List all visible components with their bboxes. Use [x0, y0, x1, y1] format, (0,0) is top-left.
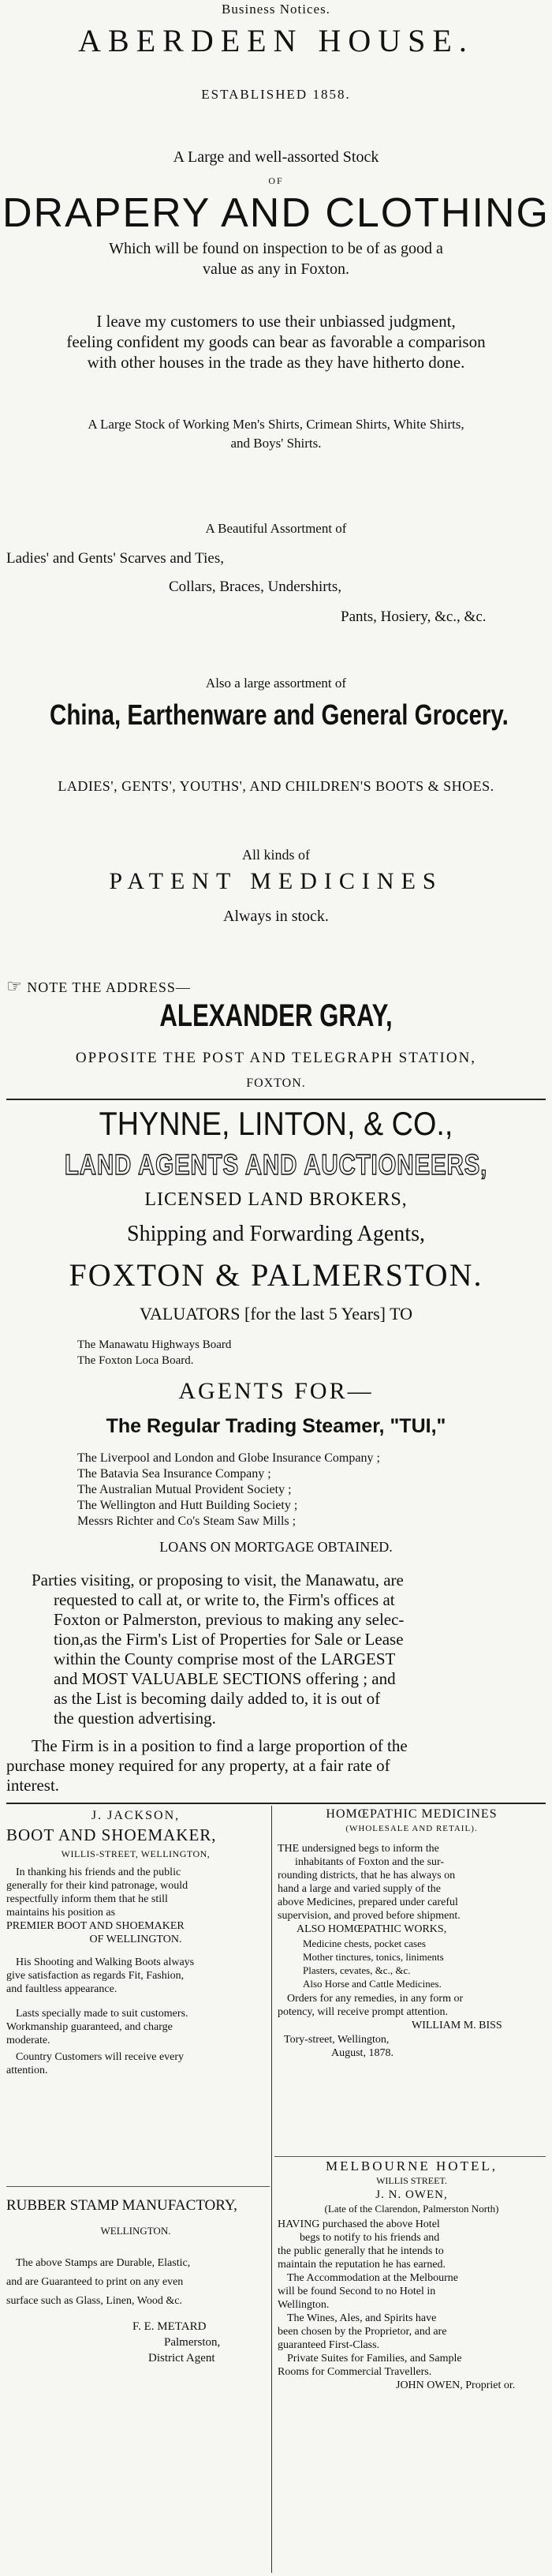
- homeo-title: HOMŒPATHIC MEDICINES: [326, 1807, 498, 1821]
- melbourne-text: The Wines, Ales, and Spirits have: [287, 2312, 437, 2324]
- aberdeen-stock: Always in stock.: [223, 908, 329, 925]
- jackson-of: OF WELLINGTON.: [89, 1934, 182, 1945]
- thynne-line: interest.: [6, 1776, 60, 1795]
- aberdeen-para-3: with other houses in the trade as they have hitherto done.: [87, 353, 465, 372]
- thynne-para-2: [6, 1736, 408, 1795]
- divider-rule: [6, 1099, 546, 1100]
- thynne-line: requested to call at, or write to, the Firm's offices at: [54, 1590, 395, 1609]
- thynne-loans: LOANS ON MORTGAGE OBTAINED.: [159, 1539, 393, 1555]
- thynne-line: and MOST VALUABLE SECTIONS offering ; and: [54, 1669, 396, 1688]
- divider-rule: [6, 2186, 270, 2187]
- homeo-text: rounding districts, that he has always on: [278, 1870, 456, 1881]
- rubber-place: Palmerston,: [164, 2336, 221, 2349]
- jackson-street: WILLIS-STREET, WELLINGTON,: [61, 1848, 211, 1859]
- jackson-text3: moderate.: [6, 2035, 50, 2046]
- melbourne-ad: [278, 2159, 546, 2393]
- jackson-text: In thanking his friends and the public: [16, 1866, 181, 1878]
- homeo-ad: [278, 1807, 546, 2060]
- jackson-text4: Country Customers will receive every: [16, 2051, 185, 2063]
- jackson-text: respectfully inform them that he still: [6, 1893, 168, 1905]
- melbourne-owner: J. N. OWEN,: [375, 2188, 448, 2201]
- column-divider: [271, 1806, 272, 2573]
- aberdeen-beautiful: A Beautiful Assortment of: [205, 521, 347, 536]
- thynne-line: Foxton or Palmerston, previous to making any selec-: [54, 1610, 405, 1629]
- aberdeen-scarves: Ladies' and Gents' Scarves and Ties,: [6, 550, 224, 567]
- melbourne-text: Wellington.: [278, 2299, 330, 2311]
- thynne-line: within the County comprise most of the LARGEST: [54, 1649, 396, 1668]
- thynne-land: LAND AGENTS AND AUCTIONEERS,: [64, 1148, 488, 1181]
- homeo-text: THE undersigned begs to inform the: [278, 1843, 439, 1855]
- thynne-shipping: Shipping and Forwarding Agents,: [127, 1222, 425, 1246]
- homeo-orders: potency, will receive prompt attention.: [278, 2006, 449, 2018]
- jackson-text2: His Shooting and Walking Boots always: [16, 1956, 195, 1968]
- aberdeen-shirts-2: and Boys' Shirts.: [230, 436, 322, 451]
- thynne-companies: [77, 1451, 380, 1530]
- thynne-steamer: The Regular Trading Steamer, "TUI,": [106, 1415, 446, 1437]
- aberdeen-sub1: Which will be found on inspection to be of as good a: [109, 240, 443, 257]
- thynne-board-1: The Manawatu Highways Board: [77, 1339, 232, 1351]
- aberdeen-boots: LADIES', GENTS', YOUTHS', AND CHILDREN'S BOOTS & SHOES.: [58, 778, 494, 794]
- thynne-places: FOXTON & PALMERSTON.: [69, 1257, 483, 1293]
- jackson-name: J. JACKSON,: [91, 1809, 181, 1822]
- rubber-text: and are Guaranteed to print on any even: [6, 2276, 184, 2288]
- rubber-agent: F. E. METARD: [132, 2320, 207, 2333]
- jackson-title: BOOT AND SHOEMAKER,: [6, 1825, 217, 1844]
- thynne-company: The Batavia Sea Insurance Company ;: [77, 1467, 271, 1481]
- rubber-title: RUBBER STAMP MANUFACTORY,: [6, 2197, 237, 2214]
- melbourne-late: (Late of the Clarendon, Palmerston North): [324, 2203, 499, 2215]
- homeo-also: ALSO HOMŒPATHIC WORKS,: [297, 1923, 447, 1935]
- homeo-text: supervision, and proved before shipment.: [278, 1910, 461, 1922]
- aberdeen-note: [6, 976, 191, 997]
- melbourne-text: been chosen by the Proprietor, and are: [278, 2326, 447, 2338]
- jackson-ad: [6, 1809, 265, 2077]
- homeo-signer: WILLIAM M. BISS: [412, 2020, 502, 2031]
- aberdeen-intro: A Large and well-assorted Stock: [173, 148, 379, 166]
- jackson-text3: Lasts specially made to suit customers.: [16, 2008, 188, 2020]
- homeo-item: Medicine chests, pocket cases: [303, 1938, 426, 1949]
- melbourne-text: The Accommodation at the Melbourne: [287, 2272, 458, 2284]
- divider-rule: [6, 1803, 546, 1804]
- aberdeen-para-1: I leave my customers to use their unbiassed judgment,: [96, 312, 456, 331]
- aberdeen-headline: DRAPERY AND CLOTHING: [2, 190, 550, 236]
- homeo-orders: Orders for any remedies, in any form or: [287, 1993, 464, 2005]
- thynne-line: as the List is becoming daily added to, it is out of: [54, 1689, 381, 1708]
- thynne-company: The Liverpool and London and Globe Insurance Company ;: [77, 1451, 380, 1465]
- thynne-line: Parties visiting, or proposing to visit, the Manawatu, are: [32, 1571, 404, 1589]
- melbourne-text: the public generally that he intends to: [278, 2245, 444, 2257]
- aberdeen-foxton: FOXTON.: [246, 1076, 306, 1090]
- thynne-title: THYNNE, LINTON, & CO.,: [99, 1105, 453, 1142]
- melbourne-text: Private Suites for Families, and Sample: [287, 2353, 462, 2364]
- thynne-agents: AGENTS FOR—: [178, 1378, 374, 1404]
- aberdeen-note-text: NOTE THE ADDRESS—: [27, 979, 191, 995]
- aberdeen-established: ESTABLISHED 1858.: [201, 87, 351, 102]
- thynne-valuators: VALUATORS [for the last 5 Years] TO: [139, 1304, 413, 1324]
- section-header: Business Notices.: [222, 2, 330, 17]
- melbourne-title: MELBOURNE HOTEL,: [326, 2159, 498, 2174]
- rubber-city: WELLINGTON.: [100, 2225, 171, 2237]
- rubber-text: surface such as Glass, Linen, Wood &c.: [6, 2295, 182, 2307]
- thynne-company: The Wellington and Hutt Building Society ;: [77, 1499, 298, 1512]
- aberdeen-title: ABERDEEN HOUSE.: [78, 23, 474, 58]
- thynne-line: The Firm is in a position to find a large proportion of the: [32, 1736, 408, 1755]
- jackson-text2: give satisfaction as regards Fit, Fashion,: [6, 1970, 185, 1982]
- divider-rule: [274, 2156, 546, 2157]
- homeo-item: Mother tinctures, tonics, liniments: [303, 1951, 444, 1963]
- rubber-text: The above Stamps are Durable, Elastic,: [16, 2257, 191, 2269]
- thynne-licensed: LICENSED LAND BROKERS,: [144, 1189, 408, 1210]
- thynne-line: purchase money required for any property, at a fair rate of: [6, 1756, 390, 1775]
- aberdeen-of: OF: [268, 175, 284, 186]
- melbourne-text: guaranteed First-Class.: [278, 2339, 380, 2351]
- aberdeen-pants: Pants, Hosiery, &c., &c.: [341, 608, 487, 625]
- thynne-para-1: [6, 1571, 404, 1728]
- melbourne-text: begs to notify to his friends and: [300, 2232, 440, 2244]
- homeo-addr: August, 1878.: [331, 2047, 393, 2059]
- jackson-text4: attention.: [6, 2065, 48, 2076]
- homeo-text: inhabitants of Foxton and the sur-: [295, 1856, 445, 1868]
- aberdeen-name: ALEXANDER GRAY,: [159, 998, 393, 1033]
- jackson-text: maintains his position as: [6, 1907, 116, 1919]
- rubber-role: District Agent: [148, 2352, 215, 2364]
- rubber-ad: [6, 2199, 265, 2366]
- jackson-text2: and faultless appearance.: [6, 1983, 117, 1995]
- melbourne-signer: JOHN OWEN, Propriet or.: [396, 2379, 516, 2391]
- thynne-company: Messrs Richter and Co's Steam Saw Mills ;: [77, 1515, 297, 1528]
- aberdeen-opposite: OPPOSITE THE POST AND TELEGRAPH STATION,: [75, 1050, 477, 1066]
- homeo-addr: Tory-street, Wellington,: [284, 2034, 390, 2046]
- aberdeen-allkinds: All kinds of: [241, 847, 310, 863]
- thynne-company: The Australian Mutual Provident Society ;: [77, 1483, 292, 1496]
- homeo-text: hand a large and varied supply of the: [278, 1883, 441, 1895]
- homeo-text: above Medicines, prepared under careful: [278, 1896, 458, 1908]
- pointing-hand-icon: ☞: [6, 976, 23, 996]
- aberdeen-china: China, Earthenware and General Grocery.: [50, 698, 509, 731]
- thynne-board-2: The Foxton Loca Board.: [77, 1354, 194, 1367]
- aberdeen-also: Also a large assortment of: [205, 676, 347, 691]
- homeo-item: Plasters, cevates, &c., &c.: [303, 1964, 411, 1976]
- thynne-line: tion,as the Firm's List of Properties for Sale or Lease: [54, 1630, 404, 1649]
- jackson-premier: PREMIER BOOT AND SHOEMAKER: [6, 1920, 185, 1932]
- aberdeen-patent: PATENT MEDICINES: [109, 868, 443, 894]
- homeo-sub: (WHOLESALE AND RETAIL).: [345, 1824, 478, 1833]
- melbourne-text: HAVING purchased the above Hotel: [278, 2218, 440, 2230]
- melbourne-text: will be found Second to no Hotel in: [278, 2286, 436, 2297]
- aberdeen-collars: Collars, Braces, Undershirts,: [169, 578, 341, 595]
- jackson-text: generally for their kind patronage, would: [6, 1880, 188, 1892]
- melbourne-street: WILLIS STREET.: [376, 2175, 447, 2186]
- jackson-text3: Workmanship guaranteed, and charge: [6, 2021, 173, 2033]
- thynne-line: the question advertising.: [54, 1709, 216, 1728]
- melbourne-text: maintain the reputation he has earned.: [278, 2259, 446, 2271]
- homeo-item: Also Horse and Cattle Medicines.: [303, 1978, 442, 1990]
- melbourne-text: Rooms for Commercial Travellers.: [278, 2366, 432, 2378]
- aberdeen-shirts-1: A Large Stock of Working Men's Shirts, Crimean Shirts, White Shirts,: [88, 417, 464, 432]
- aberdeen-sub2: value as any in Foxton.: [202, 260, 350, 278]
- aberdeen-para-2: feeling confident my goods can bear as favorable a comparison: [66, 332, 486, 351]
